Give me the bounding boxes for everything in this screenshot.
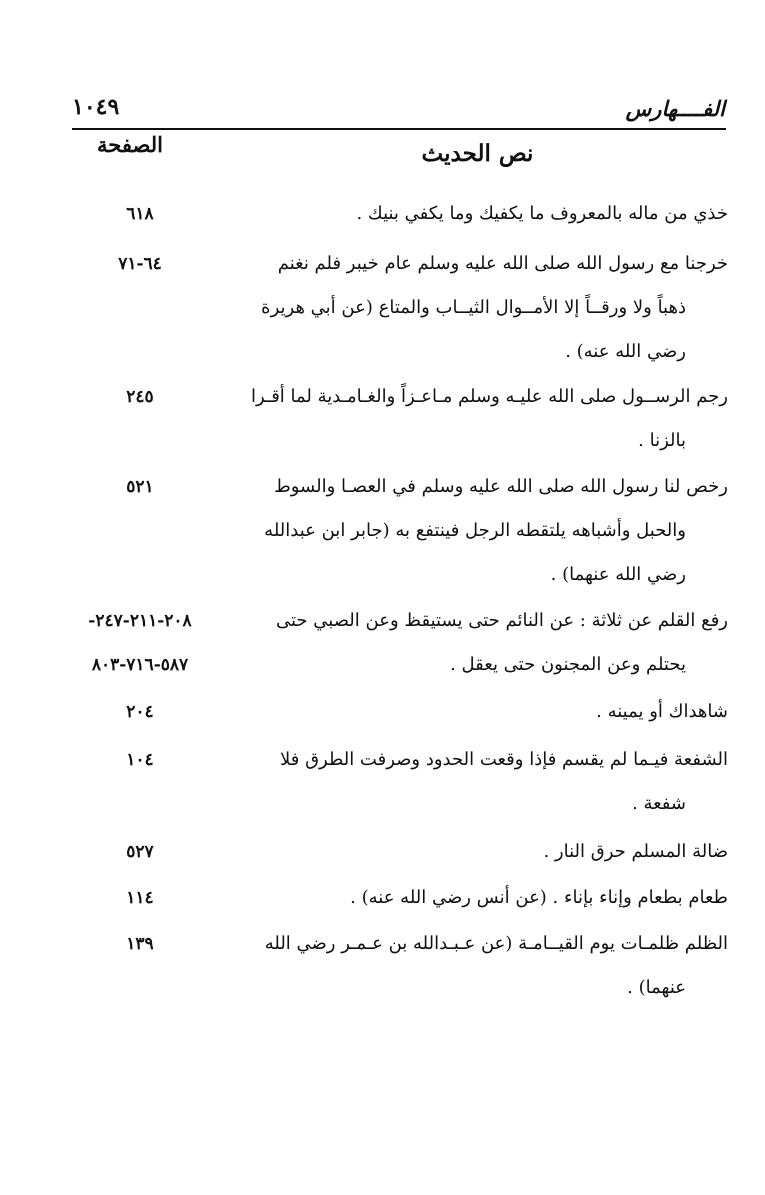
entry-line: رضي الله عنه) . — [565, 341, 686, 362]
entry-line: رخص لنا رسول الله صلى الله عليه وسلم في العصـا والسوط — [274, 476, 728, 497]
entry-line: يحتلم وعن المجنون حتى يعقل . — [450, 654, 686, 675]
entry-text — [246, 690, 728, 734]
entry-page-ref: ١١٤ — [126, 888, 154, 908]
entry-pages — [60, 830, 220, 874]
page-number: ١٠٤٩ — [72, 94, 120, 120]
entry-page-ref: ١٠٤ — [126, 750, 154, 770]
entry-line: شاهداك أو يمينه . — [596, 701, 728, 722]
entry-page-ref: ٢٠٨-٢١١-٢٤٧- — [88, 611, 192, 631]
entry-line: عنهما) . — [627, 977, 686, 998]
entry-line: رفع القلم عن ثلاثة : عن النائم حتى يستيقظ وعن الصبي حتى — [275, 610, 728, 631]
entry-page-ref: ١٣٩ — [126, 934, 154, 954]
entry-text — [246, 599, 728, 687]
entry-pages — [60, 465, 220, 509]
column-heading-page: الصفحة — [97, 132, 163, 157]
entry-pages — [60, 690, 220, 734]
entry-line: رجم الرســول صلى الله عليـه وسلم مـاعـزاً والغـامـدية لما أقـرا — [251, 386, 728, 407]
entry-line: خذي من ماله بالمعروف ما يكفيك وما يكفي بنيك . — [356, 203, 728, 224]
entry-line: الظلم ظلمـات يوم القيــامـة (عن عـبـدالله بن عـمـر رضي الله — [264, 933, 728, 954]
entry-pages — [60, 192, 220, 236]
entry-line: بالزنا . — [638, 430, 686, 451]
entry-text — [246, 922, 728, 1010]
entry-text — [246, 242, 728, 374]
entry-page-ref: ٢٤٥ — [126, 387, 154, 407]
entry-page-ref: ٢٠٤ — [126, 702, 154, 722]
entry-text — [246, 375, 728, 463]
header-rule — [72, 128, 726, 130]
entry-pages — [60, 922, 220, 966]
entry-line: ضالة المسلم حرق النار . — [543, 841, 728, 862]
entry-line: رضي الله عنهما) . — [550, 564, 686, 585]
entry-page-ref: ٥٢١ — [126, 477, 154, 497]
entry-text — [246, 876, 728, 920]
column-heading-hadith-text: نص الحديث — [421, 140, 534, 167]
entry-line: شفعة . — [632, 793, 686, 814]
entry-line: خرجنا مع رسول الله صلى الله عليه وسلم عام خيبر فلم نغنم — [277, 253, 728, 274]
entry-line: والحبل وأشباهه يلتقطه الرجل فينتفع به (جابر ابن عبدالله — [264, 520, 686, 541]
entry-page-ref: ٥٨٧-٧١٦-٨٠٣ — [91, 655, 189, 675]
entry-line: طعام بطعام وإناء بإناء . (عن أنس رضي الله عنه) . — [350, 887, 728, 908]
entry-text — [246, 738, 728, 826]
entry-pages — [60, 242, 220, 286]
entry-text — [246, 192, 728, 236]
entry-pages — [60, 375, 220, 419]
entry-pages — [60, 738, 220, 782]
entry-text — [246, 465, 728, 597]
entry-pages — [60, 599, 220, 687]
entry-line: ذهباً ولا ورقــاً إلا الأمــوال الثيــاب والمتاع (عن أبي هريرة — [261, 297, 686, 318]
entry-pages — [60, 876, 220, 920]
entry-page-ref: ٥٢٧ — [126, 842, 154, 862]
entry-text — [246, 830, 728, 874]
entry-page-ref: ٦٤-٧١ — [118, 254, 162, 274]
entry-line: الشفعة فيـما لم يقسم فإذا وقعت الحدود وصرفت الطرق فلا — [280, 749, 728, 770]
running-header-title: الفــــهارس — [625, 96, 725, 121]
entry-page-ref: ٦١٨ — [126, 204, 154, 224]
